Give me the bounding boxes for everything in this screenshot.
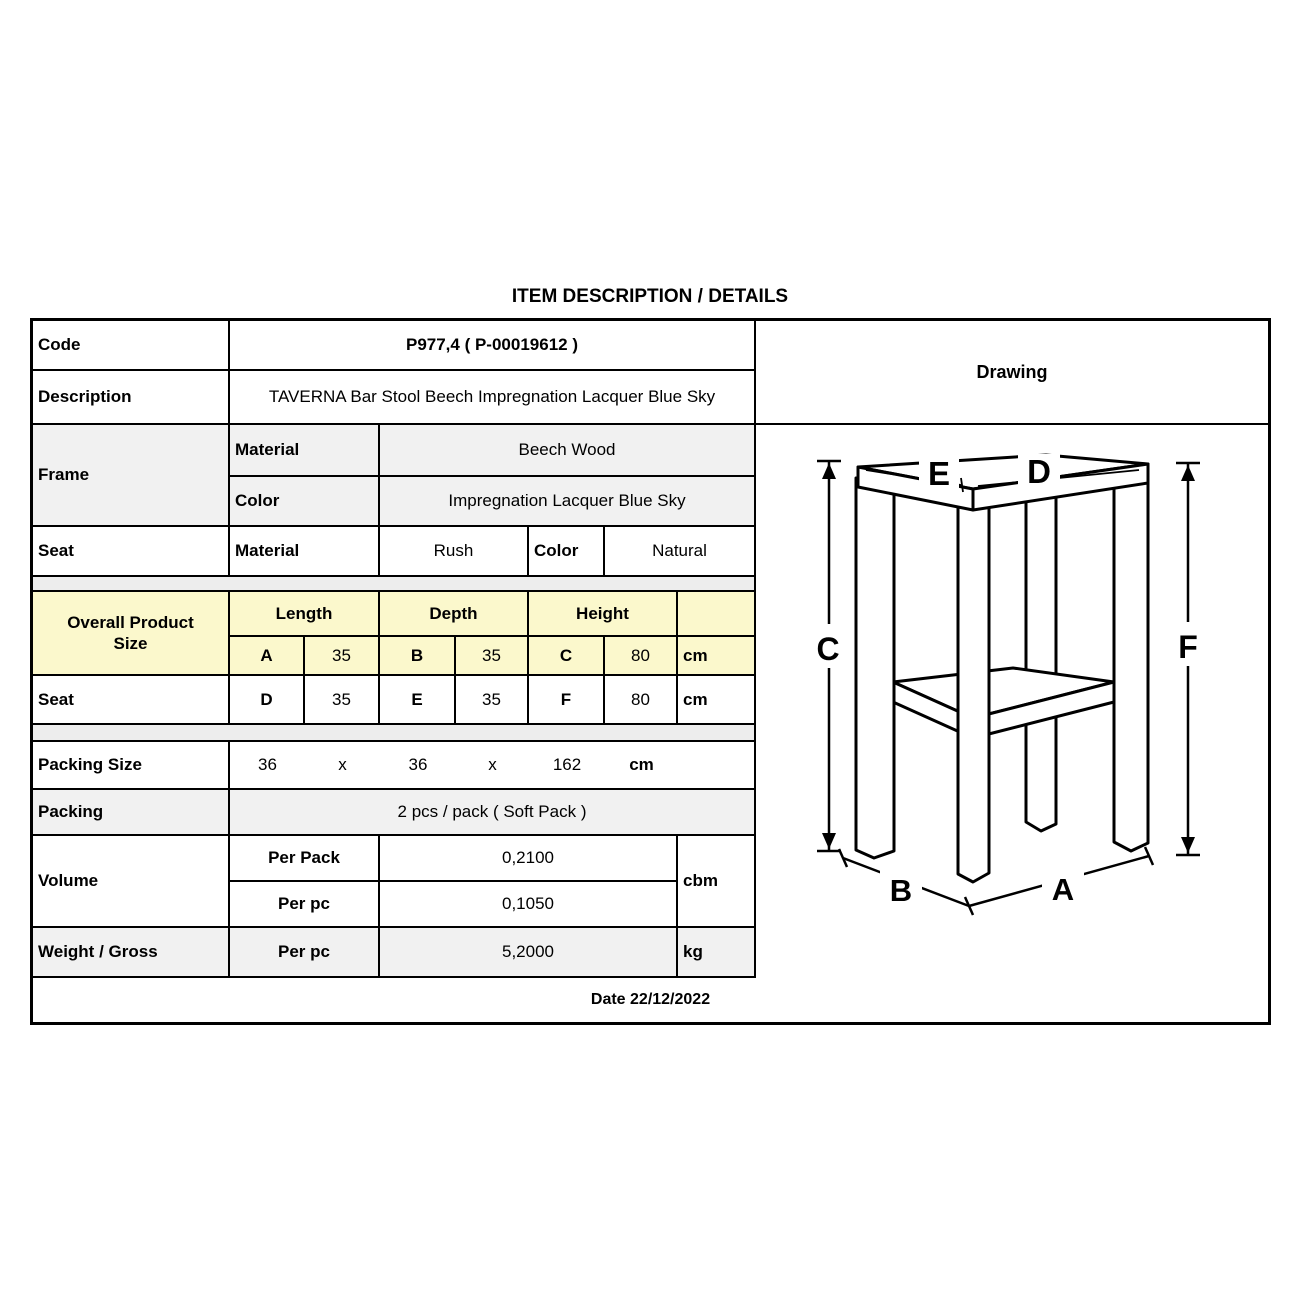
packing-label: Packing xyxy=(33,790,230,836)
volume-per-pack-value: 0,2100 xyxy=(380,836,678,882)
packing-size-length: 36 xyxy=(258,755,277,774)
packing-size-value xyxy=(230,742,756,790)
code-value: P977,4 ( P-00019612 ) xyxy=(230,321,756,371)
seat-material-label: Material xyxy=(230,527,380,577)
seat-material-value: Rush xyxy=(380,527,529,577)
table-main xyxy=(33,321,1268,978)
dim-label-b: B xyxy=(889,873,913,908)
volume-unit: cbm xyxy=(678,836,756,928)
frame-material-value: Beech Wood xyxy=(380,425,756,477)
weight-unit: kg xyxy=(678,928,756,978)
dim-c-arrow-top xyxy=(822,463,836,479)
size-header-depth: Depth xyxy=(380,592,529,637)
dim-label-e: E xyxy=(927,455,951,492)
seat-label: Seat xyxy=(33,527,230,577)
frame-material-label: Material xyxy=(230,425,380,477)
dim-f-value: 80 xyxy=(605,676,678,725)
stool-back-leg xyxy=(1026,470,1056,831)
stool-drawing xyxy=(756,425,1268,978)
packing-size-label: Packing Size xyxy=(33,742,230,790)
volume-per-pack-label: Per Pack xyxy=(230,836,380,882)
stool-body xyxy=(856,455,1148,882)
dim-e-label: E xyxy=(380,676,456,725)
volume-label: Volume xyxy=(33,836,230,928)
size-header-empty xyxy=(678,592,756,637)
stool-front-leg xyxy=(958,492,989,882)
dim-a-value: 35 xyxy=(305,637,380,676)
description-value xyxy=(230,371,756,425)
spacer-row xyxy=(33,577,756,592)
overall-size-label xyxy=(33,592,230,676)
frame-color-value: Impregnation Lacquer Blue Sky xyxy=(380,477,756,527)
seat-color-value: Natural xyxy=(605,527,756,577)
weight-per-pc-value: 5,2000 xyxy=(380,928,678,978)
spec-grid xyxy=(33,321,756,978)
description-text: TAVERNA Bar Stool Beech Impregnation Lacquer Blue Sky xyxy=(268,386,716,406)
volume-per-pc-label: Per pc xyxy=(230,882,380,928)
dim-e-value: 35 xyxy=(456,676,529,725)
dim-label-f: F xyxy=(1178,629,1198,665)
dim-f-label: F xyxy=(529,676,605,725)
weight-label: Weight / Gross xyxy=(33,928,230,978)
packing-size-depth: 36 xyxy=(408,755,428,774)
packing-size-unit: cm xyxy=(629,755,654,774)
stool-right-leg xyxy=(1114,468,1148,851)
dim-b-label: B xyxy=(380,637,456,676)
date-row xyxy=(33,978,1268,1022)
drawing-panel xyxy=(756,321,1268,978)
dim-b-value: 35 xyxy=(456,637,529,676)
stool-drawing-svg xyxy=(756,425,1268,978)
dim-a-label: A xyxy=(230,637,305,676)
date-value: Date 22/12/2022 xyxy=(590,991,711,1008)
frame-label: Frame xyxy=(33,425,230,527)
dim-f-arrow-top xyxy=(1181,465,1195,481)
dim-d-value: 35 xyxy=(305,676,380,725)
seat-size-unit: cm xyxy=(678,676,756,725)
packing-value: 2 pcs / pack ( Soft Pack ) xyxy=(230,790,756,836)
packing-size-x2: x xyxy=(488,755,497,774)
overall-size-unit: cm xyxy=(678,637,756,676)
drawing-header: Drawing xyxy=(756,321,1268,425)
dim-c-label: C xyxy=(529,637,605,676)
dim-label-d: D xyxy=(1027,453,1051,490)
spacer-row xyxy=(33,725,756,742)
description-label: Description xyxy=(33,371,230,425)
packing-size-height: 162 xyxy=(552,755,582,774)
dim-f-arrow-bottom xyxy=(1181,837,1195,853)
dim-label-a: A xyxy=(1051,872,1075,907)
stool-left-leg xyxy=(856,478,894,858)
dim-d-label: D xyxy=(230,676,305,725)
seat-color-label: Color xyxy=(529,527,605,577)
seat-size-label: Seat xyxy=(33,676,230,725)
code-label: Code xyxy=(33,321,230,371)
size-header-height: Height xyxy=(529,592,678,637)
item-details-table xyxy=(30,318,1271,1025)
dim-label-c: C xyxy=(816,631,840,667)
dim-c-value: 80 xyxy=(605,637,678,676)
packing-size-x1: x xyxy=(338,755,347,774)
page-title: ITEM DESCRIPTION / DETAILS xyxy=(511,286,789,307)
weight-per-pc-label: Per pc xyxy=(230,928,380,978)
overall-size-text: Overall Product Size xyxy=(67,612,194,653)
dim-c-arrow-bottom xyxy=(822,833,836,849)
size-header-length: Length xyxy=(230,592,380,637)
volume-per-pc-value: 0,1050 xyxy=(380,882,678,928)
frame-color-label: Color xyxy=(230,477,380,527)
